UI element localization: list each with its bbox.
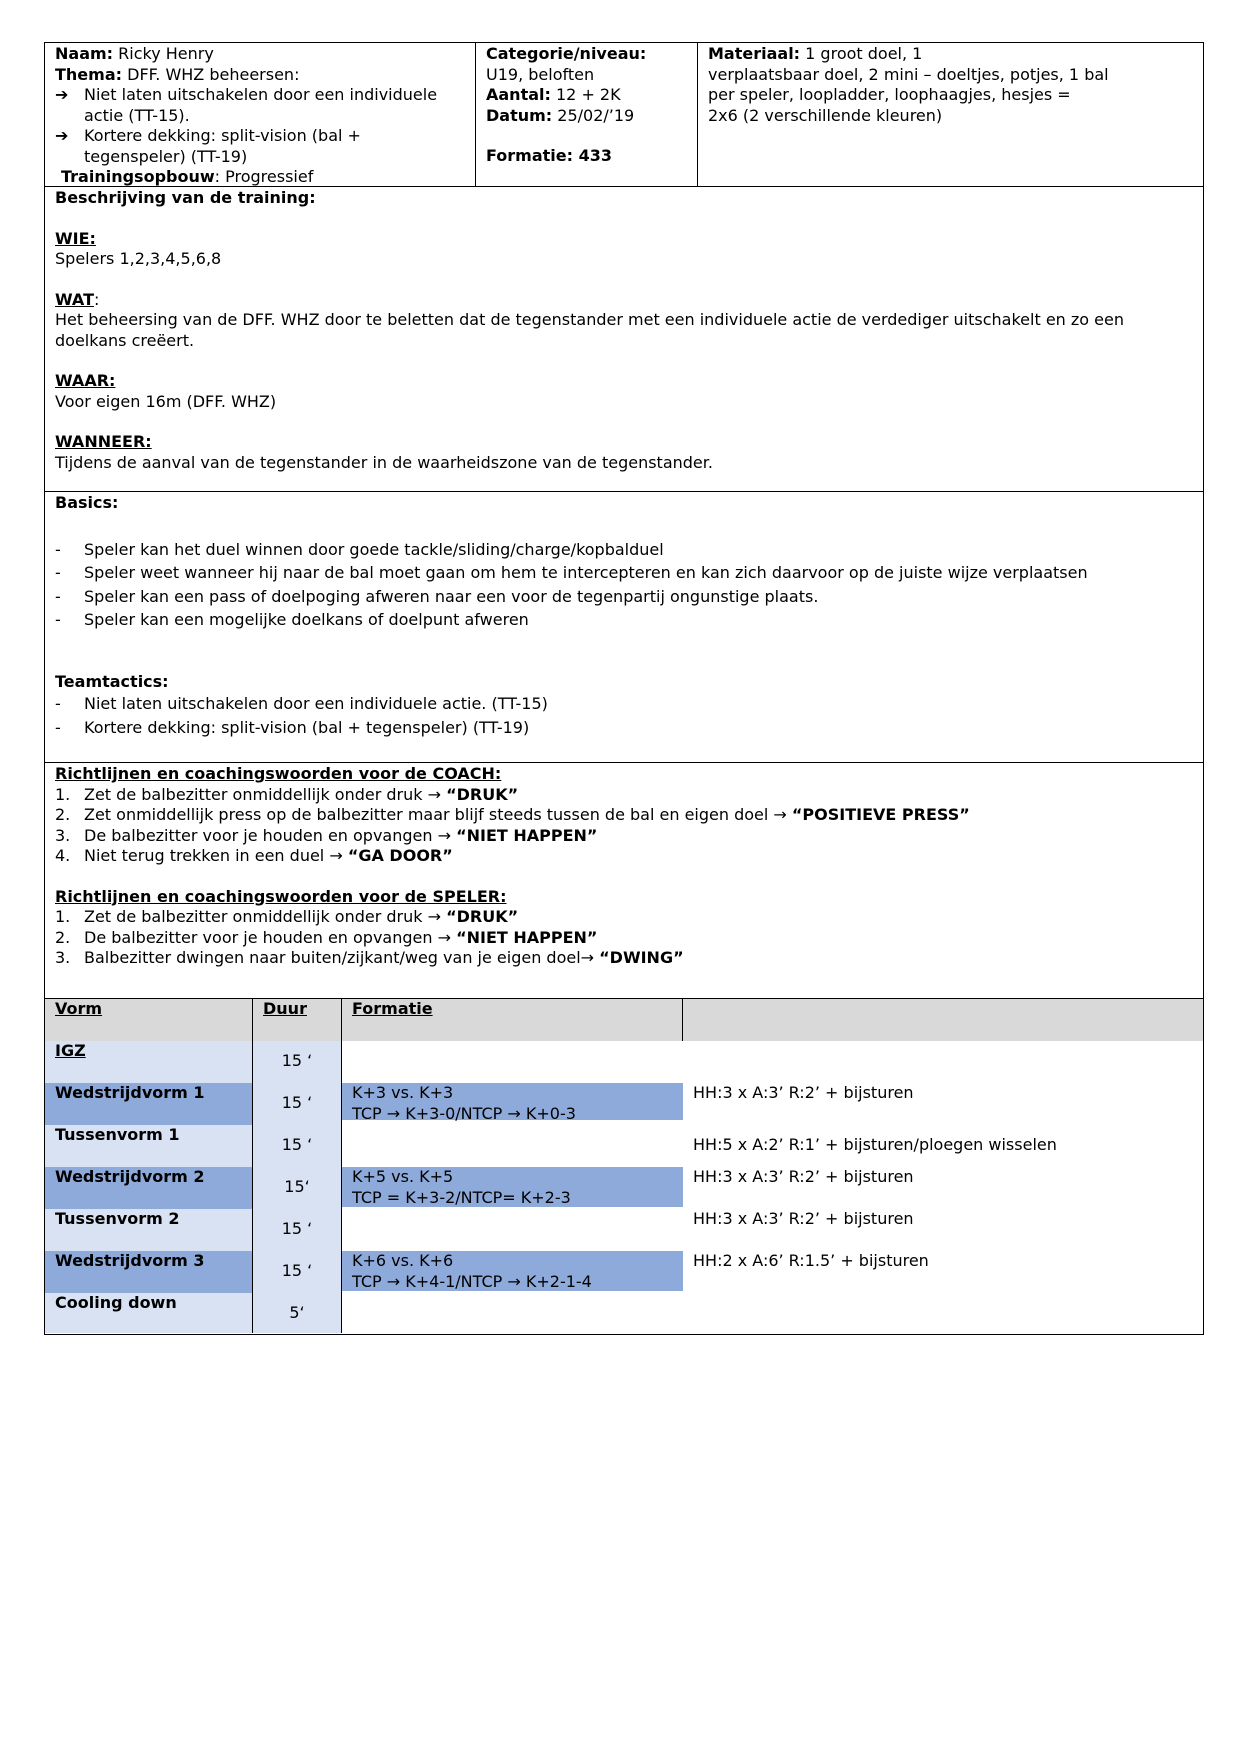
basics-item-text: Speler kan een mogelijke doelkans of doelpunt afweren	[84, 610, 529, 629]
duur-cell: 15‘	[253, 1167, 342, 1209]
formatie-cell	[342, 1083, 683, 1123]
vorm-header-text: Vorm	[55, 999, 103, 1018]
formatie-line: K+3 vs. K+3	[352, 1083, 454, 1102]
note-cell: HH:3 x A:3’ R:2’ + bijsturen	[693, 1167, 914, 1186]
opbouw-value: : Progressief	[214, 167, 314, 186]
vorm-header	[45, 999, 253, 1041]
item-number: 2.	[55, 805, 71, 824]
header-category-cell	[476, 43, 698, 186]
formatie-line: K+5 vs. K+5	[352, 1167, 454, 1186]
basics-item-text: Speler weet wanneer hij naar de bal moet gaan om hem te intercepteren en kan zich daarvoor op de juiste wijze verplaatsen	[84, 563, 1088, 582]
item-number: 1.	[55, 907, 71, 926]
basics-section	[44, 492, 1204, 763]
materiaal-line: 1 groot doel, 1	[800, 44, 923, 63]
wat-heading: WAT	[55, 289, 94, 309]
coaching-section	[44, 763, 1204, 999]
note-cell	[683, 1293, 1203, 1333]
bullet-dash: -	[55, 586, 61, 606]
note-cell	[683, 1041, 1203, 1083]
vorm-cell	[45, 1251, 253, 1293]
datum-value: 25/02/’19	[552, 105, 635, 125]
speler-item	[55, 907, 1193, 928]
thema-value: DFF. WHZ beheersen:	[122, 64, 300, 84]
wanneer-text: Tijdens de aanval van de tegenstander in de waarheidszone van de tegenstander.	[55, 452, 713, 472]
thema-item-line: Kortere dekking: split-vision (bal +	[84, 126, 361, 145]
description-section	[44, 187, 1204, 492]
speler-title: Richtlijnen en coachingswoorden voor de SPELER:	[55, 886, 507, 906]
formatie-label: Formatie: 433	[486, 146, 612, 165]
waar-text: Voor eigen 16m (DFF. WHZ)	[55, 391, 277, 411]
duur-header	[253, 999, 342, 1041]
waar-heading: WAAR:	[55, 371, 116, 390]
teamtactics-item	[55, 692, 1193, 716]
coach-item	[55, 805, 1193, 826]
speler-item-text: Zet de balbezitter onmiddellijk onder druk →	[84, 907, 447, 926]
categorie-value: U19, beloften	[486, 64, 595, 84]
naam-label: Naam:	[55, 44, 114, 63]
categorie-label: Categorie/niveau:	[486, 44, 647, 63]
coach-item-text: Niet terug trekken in een duel →	[84, 846, 348, 865]
coach-item-text: Zet de balbezitter onmiddellijk onder druk →	[84, 784, 447, 804]
basics-title: Basics:	[55, 493, 119, 512]
table-row	[45, 1293, 1203, 1333]
wat-colon: :	[93, 289, 100, 309]
note-cell: HH:3 x A:3’ R:2’ + bijsturen	[693, 1083, 914, 1102]
basics-item	[55, 608, 1193, 632]
formatie-line: K+6 vs. K+6	[352, 1251, 454, 1270]
speler-keyword: “DRUK”	[446, 907, 519, 926]
wat-text: doelkans creëert.	[55, 330, 195, 350]
arrow-icon: ➔	[55, 126, 69, 145]
table-row	[45, 1083, 1203, 1125]
formatie-cell	[342, 1209, 683, 1251]
thema-item	[55, 85, 465, 126]
speler-item-text: Balbezitter dwingen naar buiten/zijkant/weg van je eigen doel→	[84, 948, 600, 967]
note-cell: HH:2 x A:6’ R:1.5’ + bijsturen	[693, 1251, 929, 1270]
speler-item	[55, 948, 1193, 969]
vorm-cell	[45, 1125, 253, 1167]
coach-item	[55, 785, 1193, 806]
thema-item-line: tegenspeler) (TT-19)	[84, 146, 248, 166]
teamtactics-item-text: Niet laten uitschakelen door een individuele actie. (TT-15)	[84, 694, 548, 713]
description-title: Beschrijving van de training:	[55, 188, 316, 207]
wie-text: Spelers 1,2,3,4,5,6,8	[55, 249, 222, 268]
coach-item-text: De balbezitter voor je houden en opvangen →	[84, 825, 457, 845]
vorm-text: Wedstrijdvorm 3	[55, 1251, 205, 1270]
wat-text: Het beheersing van de DFF. WHZ door te beletten dat de tegenstander met een individuele actie de verdediger uitschakelt en zo een	[55, 310, 1124, 329]
duur-cell: 15 ‘	[253, 1125, 342, 1167]
item-number: 1.	[55, 784, 71, 804]
basics-item-text: Speler kan het duel winnen door goede tackle/sliding/charge/kopbalduel	[84, 539, 664, 559]
vorm-cell	[45, 1209, 253, 1251]
materiaal-line: verplaatsbaar doel, 2 mini – doeltjes, potjes, 1 bal	[708, 64, 1109, 84]
teamtactics-title: Teamtactics:	[55, 671, 169, 691]
vorm-cell	[45, 1167, 253, 1209]
basics-item-text: Speler kan een pass of doelpoging afweren naar een voor de tegenpartij ongunstige plaats.	[84, 586, 819, 606]
header-name-theme-cell	[45, 43, 476, 186]
thema-item-line: actie (TT-15).	[84, 105, 190, 125]
table-row	[45, 1125, 1203, 1167]
note-cell: HH:3 x A:3’ R:2’ + bijsturen	[693, 1209, 914, 1228]
duur-cell: 15 ‘	[253, 1041, 342, 1083]
wanneer-heading: WANNEER:	[55, 432, 152, 451]
item-number: 3.	[55, 948, 71, 967]
formatie-line: TCP = K+3-2/NTCP= K+2-3	[352, 1187, 571, 1207]
basics-item	[55, 585, 1193, 609]
duur-cell: 15 ‘	[253, 1083, 342, 1125]
materiaal-line: per speler, loopladder, loophaagjes, hesjes =	[708, 85, 1071, 104]
vorm-text: Wedstrijdvorm 1	[55, 1083, 205, 1102]
note-cell: HH:5 x A:2’ R:1’ + bijsturen/ploegen wisselen	[693, 1135, 1057, 1154]
basics-item	[55, 561, 1193, 585]
coach-item-text: Zet onmiddellijk press op de balbezitter maar blijf steeds tussen de bal en eigen doel →	[84, 805, 792, 824]
formatie-cell	[342, 1293, 683, 1333]
duur-cell: 15 ‘	[253, 1209, 342, 1251]
training-sheet	[44, 42, 1204, 1335]
table-row	[45, 1209, 1203, 1251]
datum-label: Datum:	[486, 105, 553, 125]
vorm-text: Tussenvorm 2	[55, 1209, 180, 1228]
duur-cell: 5‘	[253, 1293, 342, 1333]
vorm-cell	[45, 1041, 253, 1083]
teamtactics-item-text: Kortere dekking: split-vision (bal + tegenspeler) (TT-19)	[84, 717, 530, 737]
coach-keyword: “DRUK”	[446, 784, 519, 804]
speler-keyword: “NIET HAPPEN”	[456, 927, 598, 947]
coach-item	[55, 826, 1193, 847]
formatie-cell	[342, 1125, 683, 1167]
coach-keyword: “POSITIEVE PRESS”	[791, 805, 970, 824]
duur-cell: 15 ‘	[253, 1251, 342, 1293]
item-number: 2.	[55, 927, 71, 947]
schedule-table	[44, 999, 1204, 1335]
item-number: 4.	[55, 846, 71, 865]
formatie-header-text: Formatie	[352, 999, 433, 1018]
speler-item	[55, 928, 1193, 949]
vorm-text: Wedstrijdvorm 2	[55, 1167, 205, 1186]
bullet-dash: -	[55, 717, 61, 737]
table-row	[45, 1167, 1203, 1209]
arrow-icon: ➔	[55, 85, 69, 104]
teamtactics-item	[55, 716, 1193, 740]
coach-keyword: “NIET HAPPEN”	[456, 825, 598, 845]
speler-keyword: “DWING”	[599, 948, 684, 967]
wie-heading: WIE:	[55, 228, 96, 248]
vorm-text: Tussenvorm 1	[55, 1125, 180, 1144]
materiaal-line: 2x6 (2 verschillende kleuren)	[708, 105, 943, 125]
bullet-dash: -	[55, 539, 61, 559]
formatie-line: TCP → K+3-0/NTCP → K+0-3	[352, 1103, 576, 1123]
speler-item-text: De balbezitter voor je houden en opvangen →	[84, 927, 457, 947]
header-material-cell	[698, 43, 1203, 186]
coach-keyword: “GA DOOR”	[347, 846, 453, 865]
bullet-dash: -	[55, 563, 61, 582]
schedule-header-row	[45, 999, 1203, 1041]
formatie-cell	[342, 1167, 683, 1207]
header-table	[44, 42, 1204, 187]
bullet-dash: -	[55, 610, 61, 629]
formatie-line: TCP → K+4-1/NTCP → K+2-1-4	[352, 1271, 592, 1291]
bullet-dash: -	[55, 694, 61, 713]
note-header	[683, 999, 1203, 1041]
formatie-cell	[342, 1041, 683, 1083]
table-row	[45, 1041, 1203, 1083]
table-row	[45, 1251, 1203, 1293]
item-number: 3.	[55, 825, 71, 845]
thema-item	[55, 126, 465, 167]
duur-header-text: Duur	[263, 999, 307, 1018]
coach-title: Richtlijnen en coachingswoorden voor de COACH:	[55, 764, 502, 783]
vorm-text: IGZ	[55, 1041, 86, 1060]
formatie-cell	[342, 1251, 683, 1291]
opbouw-label: Trainingsopbouw	[61, 167, 215, 186]
vorm-text: Cooling down	[55, 1293, 177, 1312]
aantal-label: Aantal:	[486, 85, 551, 104]
thema-label: Thema:	[55, 64, 123, 84]
coach-item	[55, 846, 1193, 867]
vorm-cell	[45, 1293, 253, 1333]
aantal-value: 12 + 2K	[550, 85, 621, 104]
vorm-cell	[45, 1083, 253, 1125]
thema-item-line: Niet laten uitschakelen door een individuele	[84, 85, 438, 104]
basics-item	[55, 538, 1193, 562]
formatie-header	[342, 999, 683, 1041]
naam-value: Ricky Henry	[113, 44, 214, 63]
materiaal-label: Materiaal:	[708, 44, 801, 63]
